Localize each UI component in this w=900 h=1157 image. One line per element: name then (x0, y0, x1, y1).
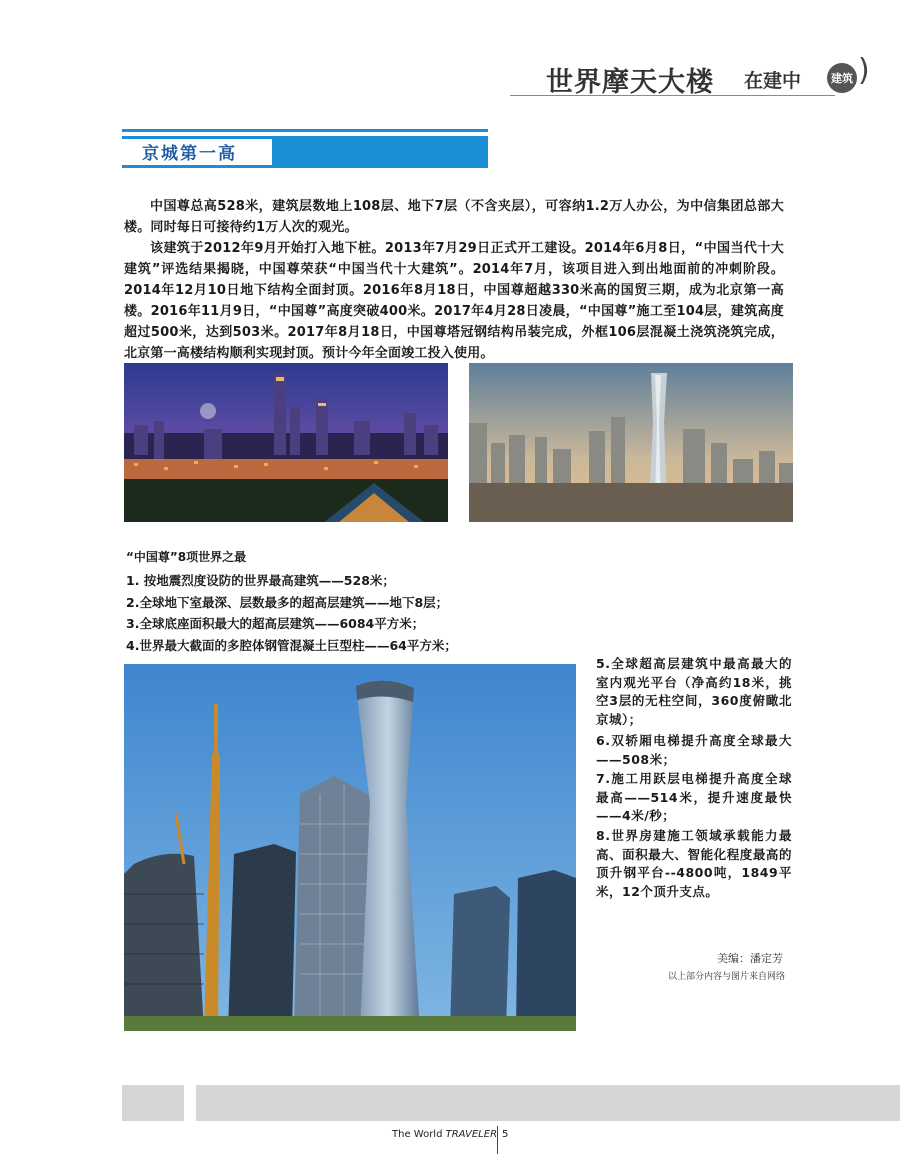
list-item: 1. 按地震烈度设防的世界最高建筑——528米； (126, 573, 395, 588)
list-item: 3.全球底座面积最大的超高层建筑——6084平方米； (126, 616, 425, 631)
footer-separator (497, 1126, 498, 1154)
title-bar-top (122, 129, 488, 132)
editor-credit: 美编：潘定芳 (717, 952, 783, 965)
photo-night-skyline (124, 363, 448, 522)
page-number: 5 (502, 1129, 509, 1140)
list-item: 4.世界最大截面的多腔体钢管混凝土巨型柱——64平方米； (126, 638, 457, 653)
paragraph-intro: 中国尊总高528米，建筑层数地上108层、地下7层（不含夹层），可容纳1.2万人办公，为中信集团总部大楼。同时每日可接待约1万人次的观光。 (124, 199, 784, 235)
footer-band-left (122, 1085, 184, 1121)
magazine-name-pre: The World (392, 1129, 446, 1140)
list-item: 2.全球地下室最深、层数最多的超高层建筑——地下8层； (126, 595, 449, 610)
list-heading: “中国尊”8项世界之最 (126, 550, 247, 564)
paren-decoration-icon: ) (858, 53, 870, 88)
header-title: 世界摩天大楼 (546, 67, 714, 98)
title-bar-fill (272, 136, 488, 168)
photo-citic-tower (124, 664, 576, 1031)
source-note: 以上部分内容与图片来自网络 (668, 972, 786, 982)
paragraph-history: 该建筑于2012年9月开始打入地下桩。2013年7月29日正式开工建设。2014年6月8日，“中国当代十大建筑”评选结果揭晓，中国尊荣获“中国当代十大建筑”。2014年7月，该项目进入到出地面前的冲刺阶段。2014年12月10日地下结构全面封顶。2016年8月18日，中国尊超越330米高的国贸三期，成为北京第一高楼。2016年11月9日，“中国尊”高度突破400米。2017年4月28日凌晨，“中国尊”施工至104层，建筑高度超过500米，达到503米。2017年8月18日，中国尊塔冠钢结构吊装完成，外框106层混凝土浇筑浇筑完成，北京第一高楼结构顺利实现封顶。预计今年全面竣工投入使用。 (124, 241, 784, 361)
footer-band-right (196, 1085, 900, 1121)
magazine-name (392, 1129, 497, 1140)
side-item-7: 7.施工用跃层电梯提升高度全球最高——514米，提升速度最快——4米/秒； (596, 771, 792, 823)
photo-day-skyline (469, 363, 793, 522)
magazine-name-italic: TRAVELER (445, 1129, 498, 1140)
header-subtitle: 在建中 (744, 70, 802, 92)
category-badge: 建筑 (827, 63, 857, 93)
side-item-8: 8.世界房建施工领域承载能力最高、面积最大、智能化程度最高的顶升钢平台--4800吨，1849平米，12个顶升支点。 (596, 828, 792, 899)
side-item-6: 6.双轿厢电梯提升高度全球最大——508米； (596, 733, 792, 767)
section-title: 京城第一高 (142, 144, 237, 164)
side-item-5: 5.全球超高层建筑中最高最大的室内观光平台（净高约18米，挑空3层的无柱空间，360度俯瞰北京城）； (596, 656, 792, 727)
